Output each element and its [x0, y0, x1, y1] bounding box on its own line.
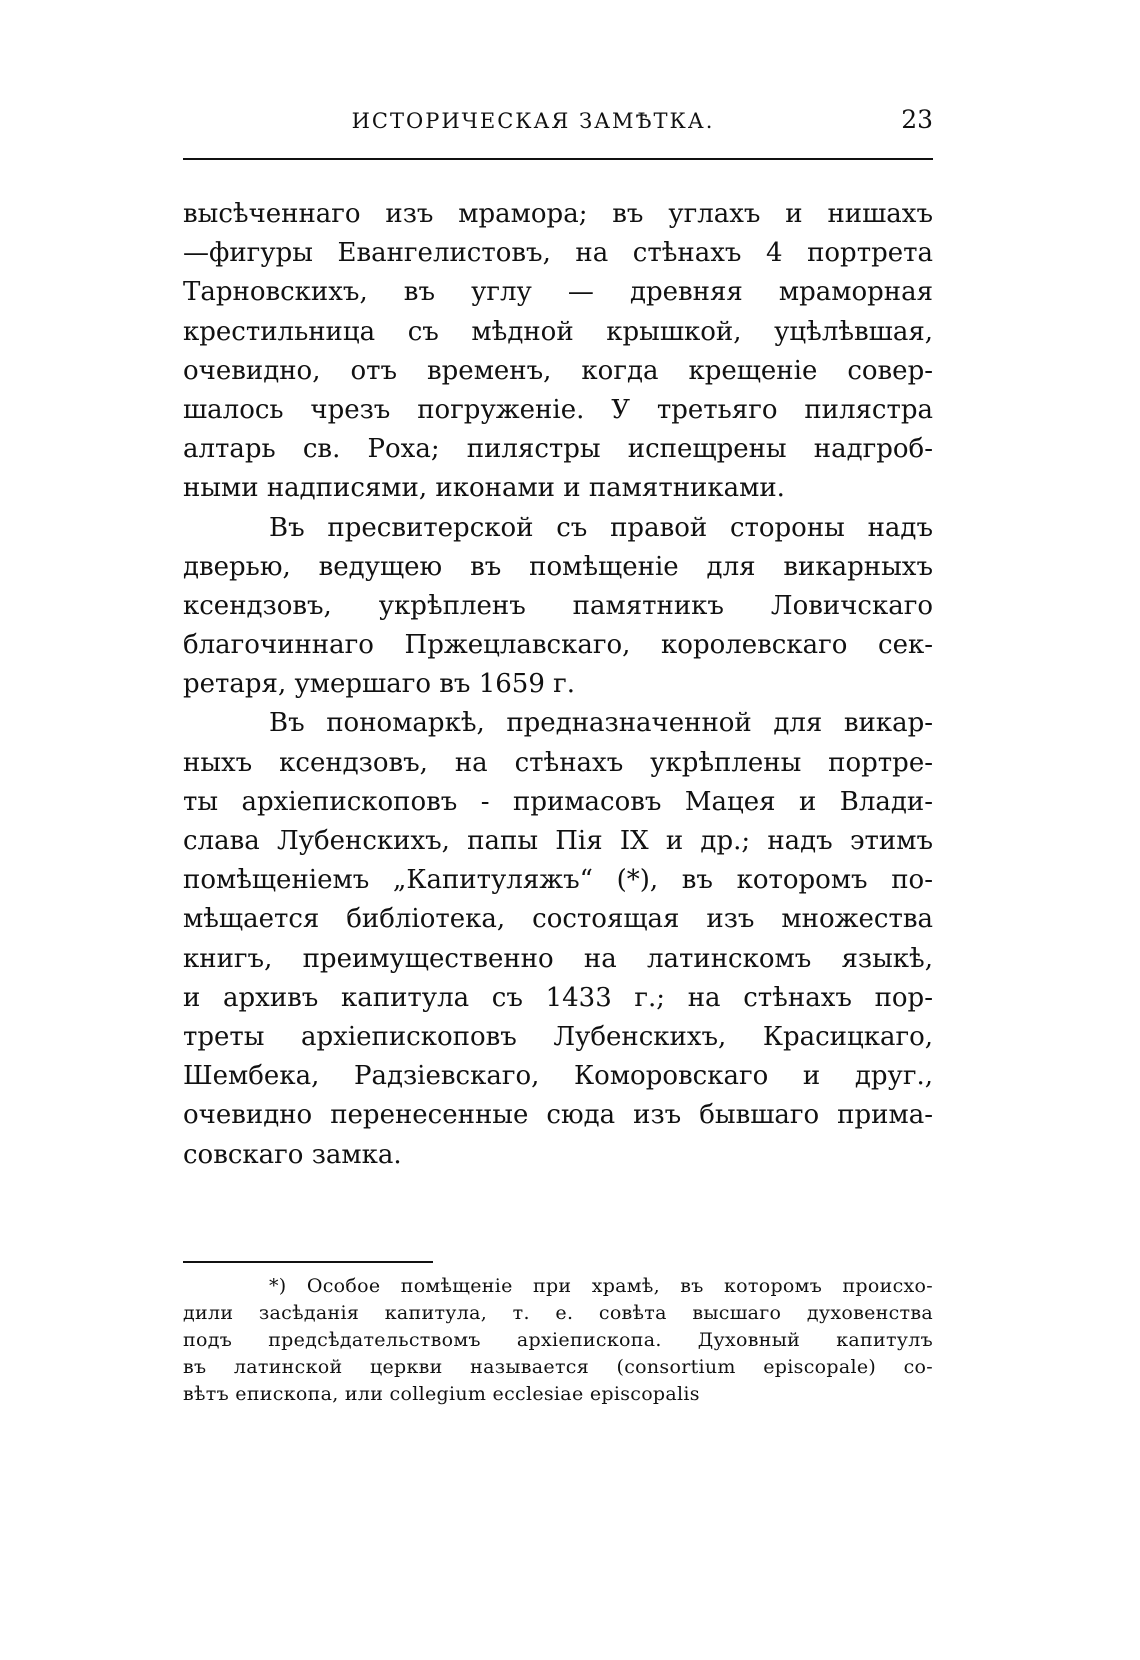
footnote-line: вѣтъ епископа, или collegium ecclesiae episcopalis	[183, 1383, 700, 1405]
text-line: слава Лубенскихъ, папы Пія IX и др.; надъ этимъ	[183, 826, 933, 856]
text-line: мѣщается библіотека, состоящая изъ множества	[183, 904, 933, 935]
footnote-line: въ латинской церкви называется (consortium episcopale) со-	[183, 1356, 933, 1378]
page-number: 23	[901, 105, 933, 134]
page-header	[183, 95, 933, 151]
text-line: шалось чрезъ погруженіе. У третьяго пилястра	[183, 394, 933, 425]
text-line: —фигуры Евангелистовъ, на стѣнахъ 4 портрета	[183, 238, 933, 269]
footnote-line: подъ предсѣдательствомъ архіепископа. Духовный капитулъ	[183, 1329, 933, 1351]
text-line: Тарновскихъ, въ углу — древняя мраморная	[183, 277, 933, 308]
text-line: ными надписями, иконами и памятниками.	[183, 473, 785, 504]
text-line: ксендзовъ, укрѣпленъ памятникъ Ловичскаго	[183, 590, 933, 621]
text-line: дверью, ведущею въ помѣщеніе для викарныхъ	[183, 551, 933, 582]
text-line: очевидно перенесенные сюда изъ бывшаго прима-	[183, 1100, 933, 1131]
running-title: ИСТОРИЧЕСКАЯ ЗАМѢТКА.	[351, 109, 715, 133]
footnote	[183, 1273, 933, 1408]
text-line: благочиннаго Пржецлавскаго, королевскаго сек-	[183, 630, 933, 661]
footnote-rule	[183, 1261, 433, 1263]
text-line: помѣщеніемъ „Капитуляжъ“ (*), въ которомъ по-	[183, 865, 933, 896]
text-line: и архивъ капитула съ 1433 г.; на стѣнахъ пор-	[183, 982, 933, 1013]
footnote-line: дили засѣданія капитула, т. е. совѣта высшаго духовенства	[183, 1302, 933, 1324]
text-line: книгъ, преимущественно на латинскомъ языкѣ,	[183, 943, 933, 974]
text-line: алтарь св. Роха; пилястры испещрены надгроб-	[183, 434, 933, 465]
text-line: крестильница съ мѣдной крышкой, уцѣлѣвшая,	[183, 316, 933, 347]
text-line: ты архіепископовъ - примасовъ Мацея и Влади-	[183, 786, 933, 817]
text-line: совскаго замка.	[183, 1139, 402, 1170]
book-page	[183, 95, 933, 1405]
paragraph-start: Въ пономаркѣ, предназначенной для викар-	[269, 708, 933, 739]
text-line: ретаря, умершаго въ 1659 г.	[183, 669, 576, 700]
text-line: высѣченнаго изъ мрамора; въ углахъ и нишахъ	[183, 199, 933, 229]
main-text	[183, 195, 933, 1175]
footnote-line: *) Особое помѣщеніе при храмѣ, въ которомъ происхо-	[269, 1275, 933, 1297]
text-line: очевидно, отъ временъ, когда крещеніе совер-	[183, 355, 933, 386]
text-line: ныхъ ксендзовъ, на стѣнахъ укрѣплены портре-	[183, 747, 933, 778]
header-rule	[183, 158, 933, 160]
paragraph-start: Въ пресвитерской съ правой стороны надъ	[269, 512, 933, 543]
text-line: Шембека, Радзіевскаго, Коморовскаго и друг.,	[183, 1061, 933, 1092]
text-line: треты архіепископовъ Лубенскихъ, Красицкаго,	[183, 1021, 933, 1052]
